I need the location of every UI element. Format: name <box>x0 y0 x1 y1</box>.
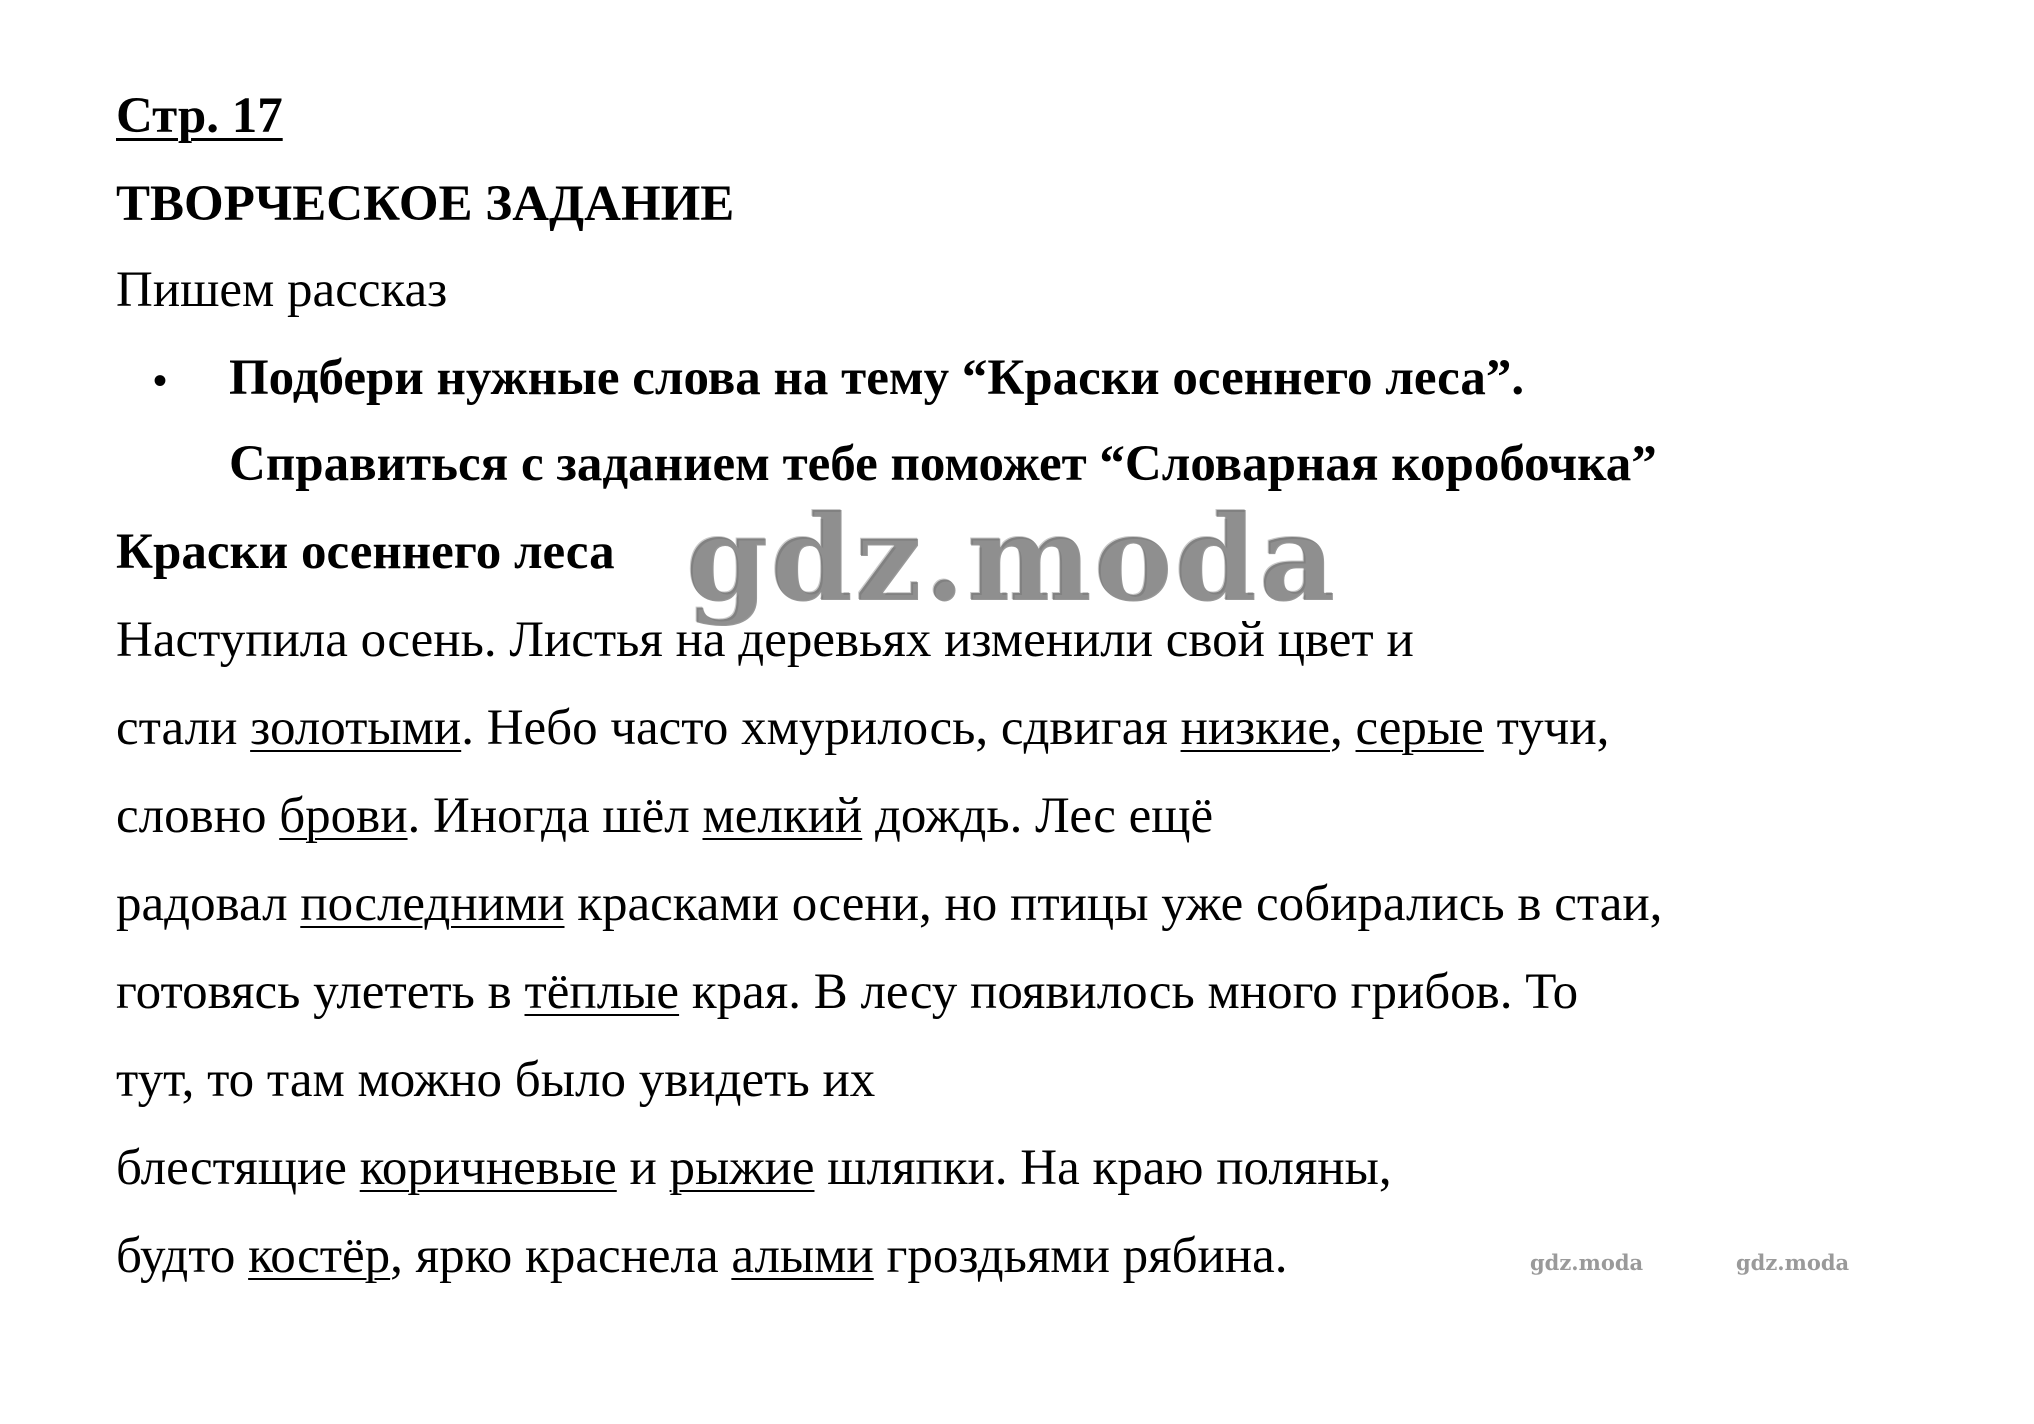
underlined-word: рыжие <box>669 1140 815 1196</box>
story-line-2 <box>116 698 1609 758</box>
story-line-7 <box>116 1138 1392 1198</box>
text: , <box>1330 700 1356 756</box>
underlined-word: серые <box>1355 700 1484 756</box>
underlined-word: брови <box>279 788 408 844</box>
story-line-6 <box>116 1050 875 1110</box>
task-line-2: Справиться с заданием тебе поможет “Словарная коробочка” <box>229 436 1657 492</box>
text: . Небо часто хмурилось, сдвигая <box>461 700 1181 756</box>
text: гроздьями рябина. <box>873 1228 1288 1284</box>
watermark-small-2: gdz.moda <box>1736 1250 1850 1275</box>
underlined-word: золотыми <box>250 700 462 756</box>
underlined-word: тёплые <box>524 964 680 1020</box>
task-line-1: Подбери нужные слова на тему “Краски осеннего леса”. <box>229 350 1525 406</box>
text: блестящие <box>116 1140 360 1196</box>
story-line-8 <box>116 1226 1288 1286</box>
section-heading: ТВОРЧЕСКОЕ ЗАДАНИЕ <box>116 176 735 232</box>
story-line-3 <box>116 786 1213 846</box>
underlined-word: алыми <box>731 1228 874 1284</box>
underlined-word: коричневые <box>359 1140 617 1196</box>
underlined-word: мелкий <box>702 788 863 844</box>
story-title: Краски осеннего леса <box>116 524 615 580</box>
subheading: Пишем рассказ <box>116 262 448 318</box>
underlined-word: костёр <box>248 1228 391 1284</box>
text: тут, то там можно было увидеть их <box>116 1052 876 1108</box>
task-bullet-item <box>153 348 1524 411</box>
text: будто <box>116 1228 249 1284</box>
watermark-main: gdz.moda <box>686 489 1338 628</box>
underlined-word: низкие <box>1180 700 1331 756</box>
text: края. В лесу появилось много грибов. То <box>679 964 1579 1020</box>
text: стали <box>116 700 251 756</box>
text: радовал <box>116 876 301 932</box>
bullet-icon: • <box>153 358 168 403</box>
text: и <box>616 1140 670 1196</box>
story-line-4 <box>116 874 1662 934</box>
text: словно <box>116 788 280 844</box>
page-reference: Стр. 17 <box>116 88 283 144</box>
text: Наступила осень. Листья на деревьях изменили свой цвет и <box>116 612 1414 668</box>
story-line-5 <box>116 962 1578 1022</box>
text: дождь. Лес ещё <box>862 788 1214 844</box>
text: готовясь улететь в <box>116 964 525 1020</box>
text: тучи, <box>1483 700 1610 756</box>
text: , ярко краснела <box>390 1228 732 1284</box>
text: . Иногда шёл <box>407 788 703 844</box>
underlined-word: последними <box>300 876 565 932</box>
watermark-small-1: gdz.moda <box>1530 1250 1644 1275</box>
text: шляпки. На краю поляны, <box>814 1140 1392 1196</box>
text: красками осени, но птицы уже собирались в стаи, <box>564 876 1663 932</box>
